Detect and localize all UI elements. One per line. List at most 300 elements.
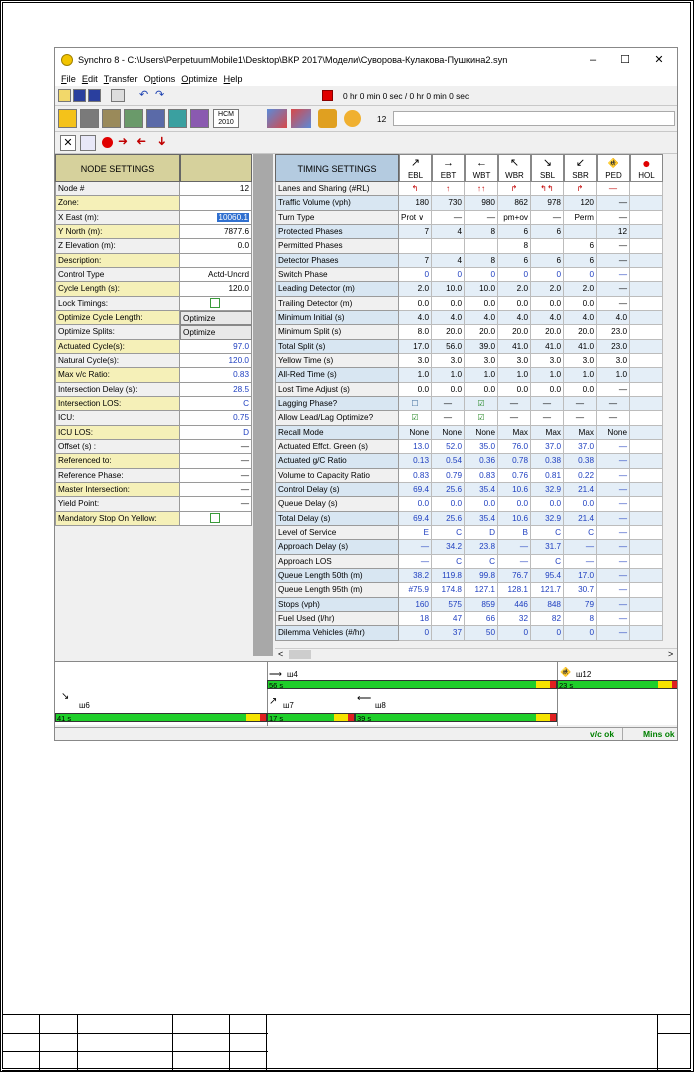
horizontal-scrollbar[interactable]: [275, 648, 677, 660]
timing-cell[interactable]: 4.0: [399, 311, 432, 325]
timing-cell[interactable]: 0: [399, 626, 432, 640]
node-setting-value[interactable]: —: [180, 469, 252, 483]
timing-cell[interactable]: 4.0: [531, 311, 564, 325]
timing-cell[interactable]: 0.0: [531, 497, 564, 511]
timing-cell[interactable]: 0: [531, 268, 564, 282]
grid-icon[interactable]: [80, 135, 96, 151]
timing-cell[interactable]: —: [564, 555, 597, 569]
timing-cell[interactable]: 0.76: [498, 469, 531, 483]
timing-cell[interactable]: 23.0: [597, 340, 630, 354]
timing-cell[interactable]: 0.0: [465, 297, 498, 311]
timing-cell[interactable]: E: [399, 526, 432, 540]
timing-cell[interactable]: Max: [564, 426, 597, 440]
optimize-offsets-icon[interactable]: [291, 109, 311, 128]
timing-cell[interactable]: [630, 583, 663, 597]
timing-cell[interactable]: —: [597, 497, 630, 511]
timing-cell[interactable]: 980: [465, 196, 498, 210]
timing-cell[interactable]: —: [597, 469, 630, 483]
timing-cell[interactable]: D: [465, 526, 498, 540]
timing-cell[interactable]: 50: [465, 626, 498, 640]
timing-cell[interactable]: [630, 426, 663, 440]
timing-cell[interactable]: 32.9: [531, 512, 564, 526]
add-node-icon[interactable]: [102, 137, 113, 148]
timing-cell[interactable]: C: [465, 555, 498, 569]
timing-cell[interactable]: —: [498, 540, 531, 554]
save-icon[interactable]: [73, 89, 86, 102]
timing-cell[interactable]: 3.0: [597, 354, 630, 368]
node-setting-value[interactable]: 120.0: [180, 282, 252, 296]
timing-cell[interactable]: Prot ∨: [399, 211, 432, 225]
timing-cell[interactable]: 20.0: [531, 325, 564, 339]
checkbox[interactable]: [210, 513, 220, 523]
timing-cell[interactable]: —: [531, 211, 564, 225]
timing-cell[interactable]: [630, 340, 663, 354]
timing-cell[interactable]: 730: [432, 196, 465, 210]
timing-cell[interactable]: ↰↰: [531, 182, 564, 196]
timing-cell[interactable]: 0.0: [432, 383, 465, 397]
timing-cell[interactable]: 446: [498, 598, 531, 612]
timing-cell[interactable]: 0.0: [564, 383, 597, 397]
timing-cell[interactable]: 0.79: [432, 469, 465, 483]
timing-cell[interactable]: [630, 211, 663, 225]
node-setting-value[interactable]: [180, 196, 252, 210]
timing-cell[interactable]: 99.8: [465, 569, 498, 583]
timing-cell[interactable]: 35.4: [465, 483, 498, 497]
timing-cell[interactable]: [630, 540, 663, 554]
timing-cell[interactable]: —: [597, 540, 630, 554]
timing-cell[interactable]: 38.2: [399, 569, 432, 583]
timing-cell[interactable]: Max: [531, 426, 564, 440]
timing-cell[interactable]: 1.0: [564, 368, 597, 382]
timing-cell[interactable]: —: [432, 211, 465, 225]
timing-cell[interactable]: 0.0: [498, 497, 531, 511]
timing-cell[interactable]: 52.0: [432, 440, 465, 454]
timing-cell[interactable]: —: [597, 397, 630, 411]
timing-cell[interactable]: —: [597, 598, 630, 612]
timing-cell[interactable]: 23.0: [597, 325, 630, 339]
timing-cell[interactable]: 0: [498, 268, 531, 282]
node-setting-value[interactable]: [180, 512, 252, 526]
timing-cell[interactable]: 0.0: [399, 297, 432, 311]
scroll-right-icon[interactable]: >: [668, 649, 674, 659]
timing-cell[interactable]: 6: [564, 254, 597, 268]
timing-cell[interactable]: [630, 612, 663, 626]
timing-cell[interactable]: 160: [399, 598, 432, 612]
timing-cell[interactable]: 1.0: [531, 368, 564, 382]
timing-cell[interactable]: [630, 483, 663, 497]
timing-cell[interactable]: 34.2: [432, 540, 465, 554]
node-setting-value[interactable]: Optimize: [180, 311, 252, 325]
timing-cell[interactable]: 37.0: [531, 440, 564, 454]
timing-cell[interactable]: 18: [399, 612, 432, 626]
timing-cell[interactable]: 0.22: [564, 469, 597, 483]
maximize-button[interactable]: ☐: [620, 54, 630, 66]
timing-cell[interactable]: 7: [399, 254, 432, 268]
timing-cell[interactable]: 32: [498, 612, 531, 626]
node-setting-value[interactable]: 28.5: [180, 383, 252, 397]
timing-cell[interactable]: 37.0: [564, 440, 597, 454]
timing-cell[interactable]: —: [531, 397, 564, 411]
timing-cell[interactable]: 76.0: [498, 440, 531, 454]
timing-cell[interactable]: C: [564, 526, 597, 540]
timing-cell[interactable]: —: [597, 211, 630, 225]
timing-cell[interactable]: 3.0: [498, 354, 531, 368]
lane-settings-icon[interactable]: [58, 109, 77, 128]
timing-cell[interactable]: 0.0: [399, 497, 432, 511]
close-button[interactable]: ✕: [654, 54, 664, 66]
timing-cell[interactable]: 121.7: [531, 583, 564, 597]
timing-cell[interactable]: Perm: [564, 211, 597, 225]
node-setting-value[interactable]: Actd-Uncrd: [180, 268, 252, 282]
timing-cell[interactable]: ☐: [399, 397, 432, 411]
timing-cell[interactable]: 7: [399, 225, 432, 239]
timing-cell[interactable]: 13.0: [399, 440, 432, 454]
timing-cell[interactable]: 0.0: [531, 383, 564, 397]
timing-cell[interactable]: 6: [531, 225, 564, 239]
timing-cell[interactable]: 0: [399, 268, 432, 282]
timing-cell[interactable]: ☑: [465, 411, 498, 425]
menu-transfer[interactable]: Transfer: [103, 74, 138, 84]
timing-cell[interactable]: 41.0: [531, 340, 564, 354]
timing-cell[interactable]: [630, 469, 663, 483]
timing-cell[interactable]: [432, 239, 465, 253]
timing-cell[interactable]: 0.83: [399, 469, 432, 483]
timing-settings-icon[interactable]: [102, 109, 121, 128]
timing-cell[interactable]: 0.0: [465, 497, 498, 511]
timing-cell[interactable]: 69.4: [399, 483, 432, 497]
timing-cell[interactable]: 82: [531, 612, 564, 626]
column-header-sbl[interactable]: [531, 154, 564, 182]
timing-cell[interactable]: —: [597, 297, 630, 311]
scroll-left-icon[interactable]: <: [278, 649, 284, 659]
node-setting-value[interactable]: Optimize: [180, 325, 252, 339]
timing-cell[interactable]: 0.0: [399, 383, 432, 397]
timing-cell[interactable]: —: [597, 254, 630, 268]
timing-cell[interactable]: pm+ov: [498, 211, 531, 225]
timing-cell[interactable]: 23.8: [465, 540, 498, 554]
checkbox[interactable]: [210, 298, 220, 308]
timing-cell[interactable]: 32.9: [531, 483, 564, 497]
timing-cell[interactable]: 66: [465, 612, 498, 626]
timing-cell[interactable]: 0.81: [531, 469, 564, 483]
timing-cell[interactable]: 8: [498, 239, 531, 253]
timing-cell[interactable]: 0: [498, 626, 531, 640]
timing-cell[interactable]: 41.0: [564, 340, 597, 354]
timing-cell[interactable]: 0.83: [465, 469, 498, 483]
timing-cell[interactable]: 39.0: [465, 340, 498, 354]
column-header-ped[interactable]: [597, 154, 630, 182]
node-setting-value[interactable]: [180, 297, 252, 311]
column-header-hol[interactable]: [630, 154, 663, 182]
timing-cell[interactable]: 8: [465, 225, 498, 239]
print-icon[interactable]: [111, 89, 125, 102]
timing-cell[interactable]: [630, 268, 663, 282]
timing-cell[interactable]: 0: [564, 268, 597, 282]
node-setting-value[interactable]: —: [180, 454, 252, 468]
timing-cell[interactable]: [630, 282, 663, 296]
timing-cell[interactable]: C: [432, 526, 465, 540]
timing-cell[interactable]: 3.0: [465, 354, 498, 368]
timing-cell[interactable]: 0.0: [531, 297, 564, 311]
optimize-network-icon[interactable]: [267, 109, 287, 128]
node-setting-value[interactable]: 120.0: [180, 354, 252, 368]
timing-cell[interactable]: 25.6: [432, 512, 465, 526]
node-setting-value[interactable]: [180, 254, 252, 268]
timing-cell[interactable]: 10.6: [498, 483, 531, 497]
timing-cell[interactable]: C: [531, 526, 564, 540]
node-setting-value[interactable]: 97.0: [180, 340, 252, 354]
timing-cell[interactable]: 56.0: [432, 340, 465, 354]
timing-cell[interactable]: 0.0: [564, 497, 597, 511]
timing-cell[interactable]: 0.78: [498, 454, 531, 468]
timing-cell[interactable]: [564, 225, 597, 239]
timing-cell[interactable]: [630, 598, 663, 612]
timing-cell[interactable]: —: [597, 454, 630, 468]
signal-settings-icon[interactable]: [124, 109, 143, 128]
menu-help[interactable]: Help: [223, 74, 243, 84]
timing-cell[interactable]: [465, 239, 498, 253]
timing-cell[interactable]: 0.0: [498, 383, 531, 397]
timing-cell[interactable]: 20.0: [564, 325, 597, 339]
timing-cell[interactable]: 0: [465, 268, 498, 282]
timing-cell[interactable]: 859: [465, 598, 498, 612]
timing-cell[interactable]: 8: [564, 612, 597, 626]
menu-file[interactable]: File: [61, 74, 76, 84]
node-setting-value[interactable]: 12: [180, 182, 252, 196]
timing-cell[interactable]: [399, 239, 432, 253]
timing-cell[interactable]: 69.4: [399, 512, 432, 526]
timing-cell[interactable]: 848: [531, 598, 564, 612]
save-as-icon[interactable]: [88, 89, 101, 102]
timing-cell[interactable]: 1.0: [597, 368, 630, 382]
timing-cell[interactable]: 3.0: [399, 354, 432, 368]
timing-cell[interactable]: —: [597, 583, 630, 597]
timing-cell[interactable]: ↰: [399, 182, 432, 196]
arrow-left-icon[interactable]: ➜: [136, 134, 147, 148]
timing-cell[interactable]: 0.38: [564, 454, 597, 468]
timing-cell[interactable]: 0: [531, 626, 564, 640]
timing-cell[interactable]: 0.13: [399, 454, 432, 468]
timing-cell[interactable]: [630, 626, 663, 640]
timing-cell[interactable]: —: [399, 540, 432, 554]
timing-cell[interactable]: None: [432, 426, 465, 440]
node-selector-field[interactable]: [393, 111, 675, 126]
redo-icon[interactable]: ↷: [155, 89, 165, 101]
timing-cell[interactable]: —: [498, 397, 531, 411]
timing-cell[interactable]: —: [597, 483, 630, 497]
timing-cell[interactable]: —: [597, 555, 630, 569]
node-setting-value[interactable]: 0.0: [180, 239, 252, 253]
timing-cell[interactable]: 2.0: [498, 282, 531, 296]
timing-cell[interactable]: —: [597, 268, 630, 282]
timing-cell[interactable]: 3.0: [531, 354, 564, 368]
timing-cell[interactable]: 8: [465, 254, 498, 268]
node-setting-value[interactable]: —: [180, 440, 252, 454]
timing-cell[interactable]: —: [597, 569, 630, 583]
timing-cell[interactable]: —: [597, 411, 630, 425]
node-setting-value[interactable]: C: [180, 397, 252, 411]
timing-cell[interactable]: 2.0: [531, 282, 564, 296]
timing-cell[interactable]: 10.0: [432, 282, 465, 296]
timing-cell[interactable]: 3.0: [564, 354, 597, 368]
phase-12-split-bar[interactable]: [557, 680, 677, 689]
timing-cell[interactable]: 0.0: [432, 497, 465, 511]
timing-cell[interactable]: Max: [498, 426, 531, 440]
timing-cell[interactable]: 0: [432, 268, 465, 282]
scrollbar-thumb[interactable]: [289, 650, 311, 659]
timing-cell[interactable]: —: [399, 555, 432, 569]
arrow-right-icon[interactable]: ➜: [118, 134, 129, 148]
timing-cell[interactable]: 1.0: [432, 368, 465, 382]
phase-7-split-bar[interactable]: [267, 713, 355, 722]
timing-cell[interactable]: —: [564, 397, 597, 411]
timing-cell[interactable]: 76.7: [498, 569, 531, 583]
column-header-ebt[interactable]: [432, 154, 465, 182]
timing-cell[interactable]: C: [531, 555, 564, 569]
timing-cell[interactable]: —: [597, 626, 630, 640]
timing-cell[interactable]: 20.0: [498, 325, 531, 339]
timing-cell[interactable]: ↱: [564, 182, 597, 196]
open-icon[interactable]: [58, 89, 71, 102]
timing-cell[interactable]: 978: [531, 196, 564, 210]
timing-cell[interactable]: 21.4: [564, 483, 597, 497]
timing-cell[interactable]: 0.36: [465, 454, 498, 468]
timing-cell[interactable]: [630, 497, 663, 511]
timing-cell[interactable]: [630, 555, 663, 569]
report-icon[interactable]: [318, 109, 337, 128]
timing-cell[interactable]: 2.0: [399, 282, 432, 296]
timing-cell[interactable]: —: [432, 411, 465, 425]
timing-cell[interactable]: 4.0: [498, 311, 531, 325]
timing-cell[interactable]: 0.0: [432, 297, 465, 311]
timing-cell[interactable]: 10.6: [498, 512, 531, 526]
timing-cell[interactable]: 862: [498, 196, 531, 210]
node-setting-value[interactable]: D: [180, 426, 252, 440]
timing-cell[interactable]: 37: [432, 626, 465, 640]
help-icon[interactable]: [344, 110, 361, 127]
timing-cell[interactable]: 6: [498, 225, 531, 239]
timing-cell[interactable]: 4: [432, 225, 465, 239]
timing-cell[interactable]: ↑↑: [465, 182, 498, 196]
timing-cell[interactable]: ☑: [465, 397, 498, 411]
timing-cell[interactable]: —: [564, 411, 597, 425]
timing-cell[interactable]: C: [432, 555, 465, 569]
timing-cell[interactable]: 35.4: [465, 512, 498, 526]
timing-cell[interactable]: 4.0: [432, 311, 465, 325]
timing-cell[interactable]: —: [597, 196, 630, 210]
timing-cell[interactable]: [630, 411, 663, 425]
timing-cell[interactable]: 95.4: [531, 569, 564, 583]
timing-cell[interactable]: [630, 311, 663, 325]
timing-cell[interactable]: 6: [498, 254, 531, 268]
node-setting-value[interactable]: [180, 211, 252, 225]
phase-4-split-bar[interactable]: [267, 680, 557, 689]
timing-cell[interactable]: 79: [564, 598, 597, 612]
timing-cell[interactable]: [531, 239, 564, 253]
simulation-settings-icon[interactable]: [168, 109, 187, 128]
timing-cell[interactable]: 3.0: [432, 354, 465, 368]
volume-settings-icon[interactable]: [80, 109, 99, 128]
timing-cell[interactable]: None: [465, 426, 498, 440]
timing-cell[interactable]: 119.8: [432, 569, 465, 583]
timing-cell[interactable]: —: [465, 211, 498, 225]
timing-cell[interactable]: 10.0: [465, 282, 498, 296]
timing-cell[interactable]: 20.0: [465, 325, 498, 339]
timing-cell[interactable]: 2.0: [564, 282, 597, 296]
timing-cell[interactable]: 4.0: [564, 311, 597, 325]
timing-cell[interactable]: [630, 239, 663, 253]
timing-cell[interactable]: —: [597, 612, 630, 626]
timing-cell[interactable]: —: [597, 182, 630, 196]
timing-cell[interactable]: 21.4: [564, 512, 597, 526]
timing-cell[interactable]: 35.0: [465, 440, 498, 454]
timing-cell[interactable]: 12: [597, 225, 630, 239]
timing-cell[interactable]: [630, 440, 663, 454]
timing-cell[interactable]: —: [597, 383, 630, 397]
timing-cell[interactable]: 41.0: [498, 340, 531, 354]
timing-cell[interactable]: 8.0: [399, 325, 432, 339]
timing-cell[interactable]: 47: [432, 612, 465, 626]
timing-cell[interactable]: 128.1: [498, 583, 531, 597]
timing-cell[interactable]: ↑: [432, 182, 465, 196]
menu-options[interactable]: Options: [143, 74, 176, 84]
timing-cell[interactable]: [630, 254, 663, 268]
timing-cell[interactable]: ↱: [498, 182, 531, 196]
detector-settings-icon[interactable]: [146, 109, 165, 128]
timing-cell[interactable]: 174.8: [432, 583, 465, 597]
column-header-ebl[interactable]: [399, 154, 432, 182]
timing-cell[interactable]: 575: [432, 598, 465, 612]
timing-cell[interactable]: 1.0: [498, 368, 531, 382]
timing-cell[interactable]: [630, 368, 663, 382]
timing-cell[interactable]: 1.0: [465, 368, 498, 382]
timing-cell[interactable]: 17.0: [564, 569, 597, 583]
timing-cell[interactable]: 20.0: [432, 325, 465, 339]
column-header-sbr[interactable]: [564, 154, 597, 182]
phasing-icon[interactable]: [190, 109, 209, 128]
timing-cell[interactable]: [630, 225, 663, 239]
timing-cell[interactable]: 0.54: [432, 454, 465, 468]
node-setting-value[interactable]: 7877.6: [180, 225, 252, 239]
delete-icon[interactable]: ✕: [60, 135, 76, 151]
phase-8-split-bar[interactable]: [355, 713, 557, 722]
timing-cell[interactable]: —: [597, 440, 630, 454]
timing-cell[interactable]: 180: [399, 196, 432, 210]
node-setting-value[interactable]: —: [180, 497, 252, 511]
timing-cell[interactable]: 4.0: [465, 311, 498, 325]
phase-6-split-bar[interactable]: [55, 713, 267, 722]
node-setting-value[interactable]: 0.83: [180, 368, 252, 382]
arrow-down-icon[interactable]: ➜: [155, 135, 170, 147]
timing-cell[interactable]: None: [399, 426, 432, 440]
timing-cell[interactable]: [630, 182, 663, 196]
selected-value[interactable]: 10060.1: [218, 212, 248, 222]
timing-cell[interactable]: 17.0: [399, 340, 432, 354]
minimize-button[interactable]: –: [589, 54, 597, 66]
undo-icon[interactable]: ↶: [139, 89, 149, 101]
timing-cell[interactable]: —: [432, 397, 465, 411]
column-header-wbt[interactable]: [465, 154, 498, 182]
timing-cell[interactable]: 1.0: [399, 368, 432, 382]
timing-cell[interactable]: 0: [564, 626, 597, 640]
timing-cell[interactable]: ☑: [399, 411, 432, 425]
timing-cell[interactable]: 4: [432, 254, 465, 268]
timing-cell[interactable]: —: [597, 282, 630, 296]
timing-cell[interactable]: [630, 383, 663, 397]
timing-cell[interactable]: 0.38: [531, 454, 564, 468]
timing-cell[interactable]: [630, 397, 663, 411]
timing-cell[interactable]: 6: [564, 239, 597, 253]
